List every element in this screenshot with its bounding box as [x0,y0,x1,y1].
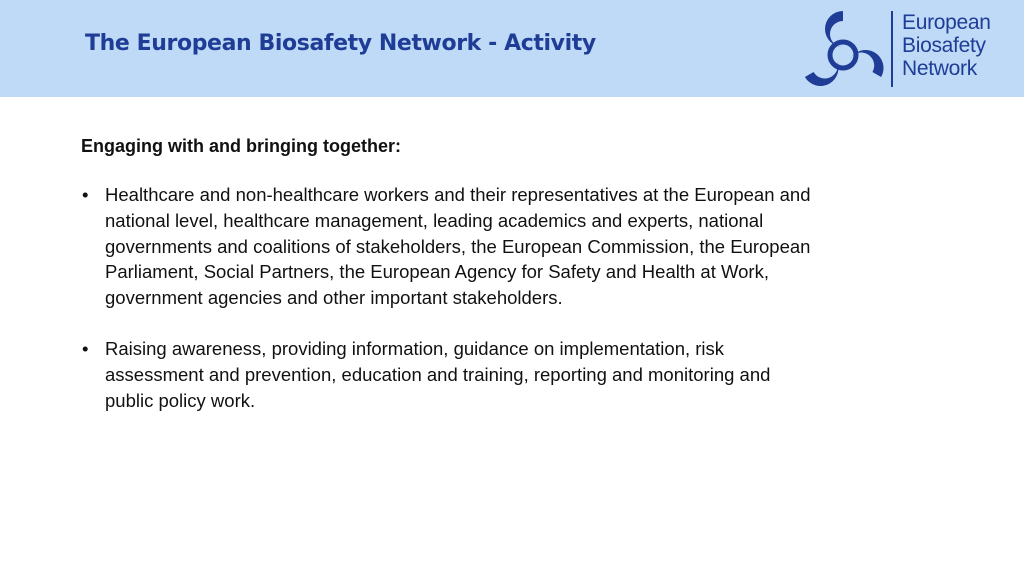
logo-wordmark [902,11,991,80]
bullet-text: Healthcare and non-healthcare workers and their representatives at the European and national level, healthcare management, leading academics and experts, national governments and coalitions of stakeholders, the European Commission, the European Parliament, Social Partners, the European Agency for Safety and Health at Work, government agencies and other important stakeholders. [105,184,811,309]
logo-text-line: Network [902,57,977,80]
header-bar [0,0,1024,97]
ebn-logo [800,8,1010,90]
bullet-marker: • [82,184,89,205]
page-title: The European Biosafety Network - Activity [85,31,596,56]
logo-text-line: European [902,11,991,34]
section-subheading: Engaging with and bringing together: [81,136,401,156]
bullet-list [81,182,811,413]
bullet-item [81,336,811,413]
logo-text-line: Biosafety [902,34,986,57]
bullet-marker: • [82,337,89,359]
logo-divider [891,11,893,87]
bullet-text: Raising awareness, providing information, guidance on implementation, risk assessment and prevention, education and training, reporting and monitoring and public policy work. [105,337,771,411]
biohazard-icon [800,8,886,90]
bullet-item [81,182,811,311]
slide-body [81,134,811,438]
